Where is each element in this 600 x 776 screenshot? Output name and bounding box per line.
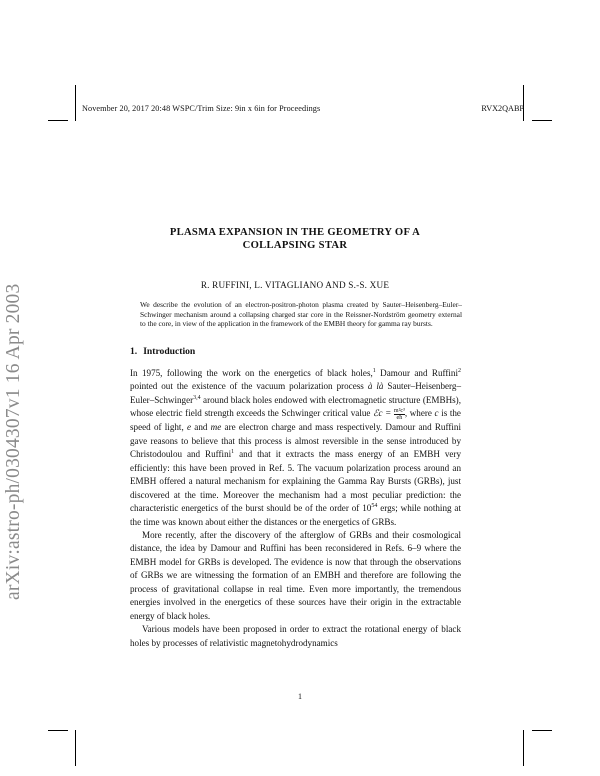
- critical-field-symbol: ℰc =: [373, 408, 394, 419]
- citation[interactable]: 3,4: [193, 394, 201, 401]
- citation[interactable]: 1: [231, 449, 235, 456]
- abstract-text: We describe the evolution of an electron-positron-photon plasma created by Sauter–Heisenberg–Euler–Schwinger mechanism around a collapsing charged star core in the Reissner-Nordström geometry external to the core, in view of the application in the framework of the EMBH theory for gamma ray bursts.: [140, 300, 462, 329]
- crop-mark: [75, 730, 76, 766]
- abstract: [140, 300, 462, 329]
- section-heading: [130, 346, 201, 357]
- citation[interactable]: 1: [372, 367, 376, 374]
- crop-mark: [532, 730, 552, 731]
- crop-mark: [523, 730, 524, 766]
- fraction: $\frac{\text{m²c³}}{eħ}$: [393, 408, 405, 422]
- body-text: [130, 367, 461, 650]
- paragraph-1: In 1975, following the work on the energetics of black holes,$^1$ Damour and Ruffini$^2$ pointed out the existence of the vacuum polarization process à là Sauter–Heisenberg–Euler–Schwinger$^{3,4}$ around black holes endowed with electromagnetic structure (EMBHs), whose electric field strength exceeds the Schwinger critical value ℰc = $\frac{\text{m²c³}}{eħ}$ , where c is the speed of light, e and me are electron charge and mass respectively. Damour and Ruffini gave reasons to believe that this process is almost reversible in the sense introduced by Christodoulou and Ruffini$^1$ and that it extracts the mass energy of an EMBH very efficiently: this have been proved in Ref. 5. The vacuum polarization process around an EMBH offered a natural mechanism for explaining the Gamma Ray Bursts (GRBs), just discovered at the time. Moreover the mechanism had a most peculiar prediction: the characteristic energetics of the burst should be of the order of $10^{54}$ ergs; while nothing at the time was known about either the distances or the energetics of GRBs.: [130, 367, 461, 527]
- authors: R. RUFFINI, L. VITAGLIANO AND S.-S. XUE: [200, 280, 390, 290]
- paper-title: [130, 226, 460, 252]
- running-header: November 20, 2017 20:48 WSPC/Trim Size: 9in x 6in for Proceedings: [82, 104, 321, 113]
- crop-mark: [75, 85, 76, 121]
- section-title: Introduction: [143, 346, 196, 357]
- paragraph-2: More recently, after the discovery of the afterglow of GRBs and their cosmological distance, the idea by Damour and Ruffini has been reconsidered in Refs. 6–9 where the EMBH model for GRBs is developed. The evidence is now that through the observations of GRBs we are witnessing the formation of an EMBH and therefore are following the process of gravitational collapse in real time. Even more importantly, the tremendous energies involved in the energetics of these sources have their origin in the extractable energy of black holes.: [130, 529, 461, 621]
- arxiv-stamp: arXiv:astro-ph/0304307v1 16 Apr 2003: [3, 283, 24, 600]
- title-line-1: PLASMA EXPANSION IN THE GEOMETRY OF A: [169, 227, 421, 238]
- crop-mark: [48, 730, 68, 731]
- page-number: 1: [298, 692, 302, 701]
- paragraph-3: Various models have been proposed in order to extract the rotational energy of black holes by processes of relativistic magnetohydrodynamics: [130, 624, 461, 648]
- citation[interactable]: 2: [458, 367, 461, 374]
- crop-mark: [523, 85, 524, 121]
- crop-mark: [48, 120, 68, 121]
- section-number: 1.: [130, 346, 138, 357]
- running-header-code: RVX2QABP: [481, 104, 524, 113]
- title-line-2: COLLAPSING STAR: [242, 240, 348, 251]
- crop-mark: [532, 120, 552, 121]
